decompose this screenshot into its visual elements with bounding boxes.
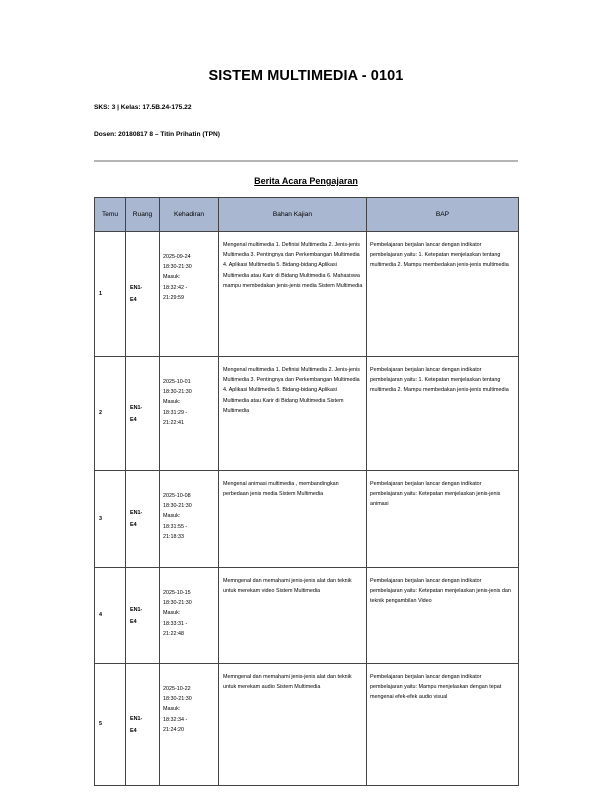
- cell-bap: Pembelajaran berjalan lancar dengan indikator pembelajaran yaitu: Mampu menjelaskan dengan tepat mengenai efek-efek audio visual: [367, 664, 519, 786]
- header-bahan-kajian: Bahan Kajian: [219, 198, 367, 232]
- table-row: [95, 664, 519, 786]
- cell-temu: 2: [95, 357, 126, 471]
- header-temu: Temu: [95, 198, 126, 232]
- cell-bap: Pembelajaran berjalan lancar dengan indikator pembelajaran yaitu: 1. Ketepatan menjelaskan tentang multimedia 2. Mampu membedakan jenis-jenis multimedia: [367, 232, 519, 357]
- ruang-text: EN1- E4: [130, 510, 143, 528]
- cell-kehadiran: 2025-10-15 18:30-21:30 Masuk: 18:33:31 - 21:22:48: [160, 568, 219, 664]
- cell-ruang: [126, 471, 160, 568]
- header-bap: BAP: [367, 198, 519, 232]
- header-kehadiran: Kehadiran: [160, 198, 219, 232]
- cell-bahan-kajian: Mengenal animasi multimedia , membandingkan perbedaan jenis media Sistem Multimedia: [219, 471, 367, 568]
- ruang-text: EN1- E4: [130, 285, 143, 303]
- cell-bap: Pembelajaran berjalan lancar dengan indikator pembelajaran yaitu: 1. Ketepatan menjelaskan tentang multimedia 2. Mampu membedakan jenis-jenis multimedia: [367, 357, 519, 471]
- cell-ruang: [126, 664, 160, 786]
- cell-ruang: [126, 357, 160, 471]
- cell-ruang: [126, 568, 160, 664]
- table-header-row: [95, 198, 519, 232]
- table-row: [95, 357, 519, 471]
- cell-bap: Pembelajaran berjalan lancar dengan indikator pembelajaran yaitu: Ketepatan menjelaskan jenis-jenis dan teknik pengambilan Video: [367, 568, 519, 664]
- cell-kehadiran: 2025-10-08 18:30-21:30 Masuk: 18:31:55 - 21:18:33: [160, 471, 219, 568]
- cell-bahan-kajian: Memngenal dan memahami jenis-jenis alat dan teknik untuk merekam audio Sistem Multimedia: [219, 664, 367, 786]
- course-info: SKS: 3 | Kelas: 17.5B.24-175.22: [94, 104, 192, 111]
- cell-temu: 3: [95, 471, 126, 568]
- page-title: SISTEM MULTIMEDIA - 0101: [208, 68, 404, 84]
- cell-bahan-kajian: Memngenal dan memahami jenis-jenis alat dan teknik untuk merekam video Sistem Multimedia: [219, 568, 367, 664]
- divider: [94, 160, 518, 162]
- ruang-text: EN1- E4: [130, 715, 143, 734]
- table-row: [95, 232, 519, 357]
- section-title: Berita Acara Pengajaran: [254, 176, 358, 186]
- table-row: [95, 568, 519, 664]
- header-ruang: Ruang: [126, 198, 160, 232]
- cell-bap: Pembelajaran berjalan lancar dengan indikator pembelajaran yaitu: Ketepatan menjelaskan jenis-jenis animasi: [367, 471, 519, 568]
- lecturer-info: Dosen: 20180817 8 – Titin Prihatin (TPN): [94, 131, 220, 138]
- ruang-text: EN1- E4: [130, 404, 143, 423]
- cell-bahan-kajian: Mengenal multimedia 1. Definisi Multimedia 2. Jenis-jenis Multimedia 3. Pentingnya dan Perkembangan Multimedia 4. Aplikasi Multimedia 5. Bidang-bidang Aplikasi Multimedia atau Karir di Bidang Multimedia Sistem Multimedia: [219, 357, 367, 471]
- table-row: [95, 471, 519, 568]
- cell-ruang: [126, 232, 160, 357]
- ruang-text: EN1- E4: [130, 606, 143, 625]
- cell-bahan-kajian: Mengenal multimedia 1. Definisi Multimedia 2. Jenis-jenis Multimedia 3. Pentingnya dan Perkembangan Multimedia 4. Aplikasi Multimedia 5. Bidang-bidang Aplikasi Multimedia atau Karir di Bidang Multimedia 6. Mahasiswa mampu membedakan jenis-jenis media Sistem Multimedia: [219, 232, 367, 357]
- cell-kehadiran: 2025-10-01 18:30-21:30 Masuk: 18:31:29 - 21:22:41: [160, 357, 219, 471]
- cell-temu: 5: [95, 664, 126, 786]
- cell-temu: 1: [95, 232, 126, 357]
- cell-kehadiran: 2025-10-22 18:30-21:30 Masuk: 18:32:34 - 21:24:20: [160, 664, 219, 786]
- bap-table: [94, 197, 519, 786]
- cell-kehadiran: 2025-09-24 18:30-21:30 Masuk: 18:32:42 - 21:29:59: [160, 232, 219, 357]
- cell-temu: 4: [95, 568, 126, 664]
